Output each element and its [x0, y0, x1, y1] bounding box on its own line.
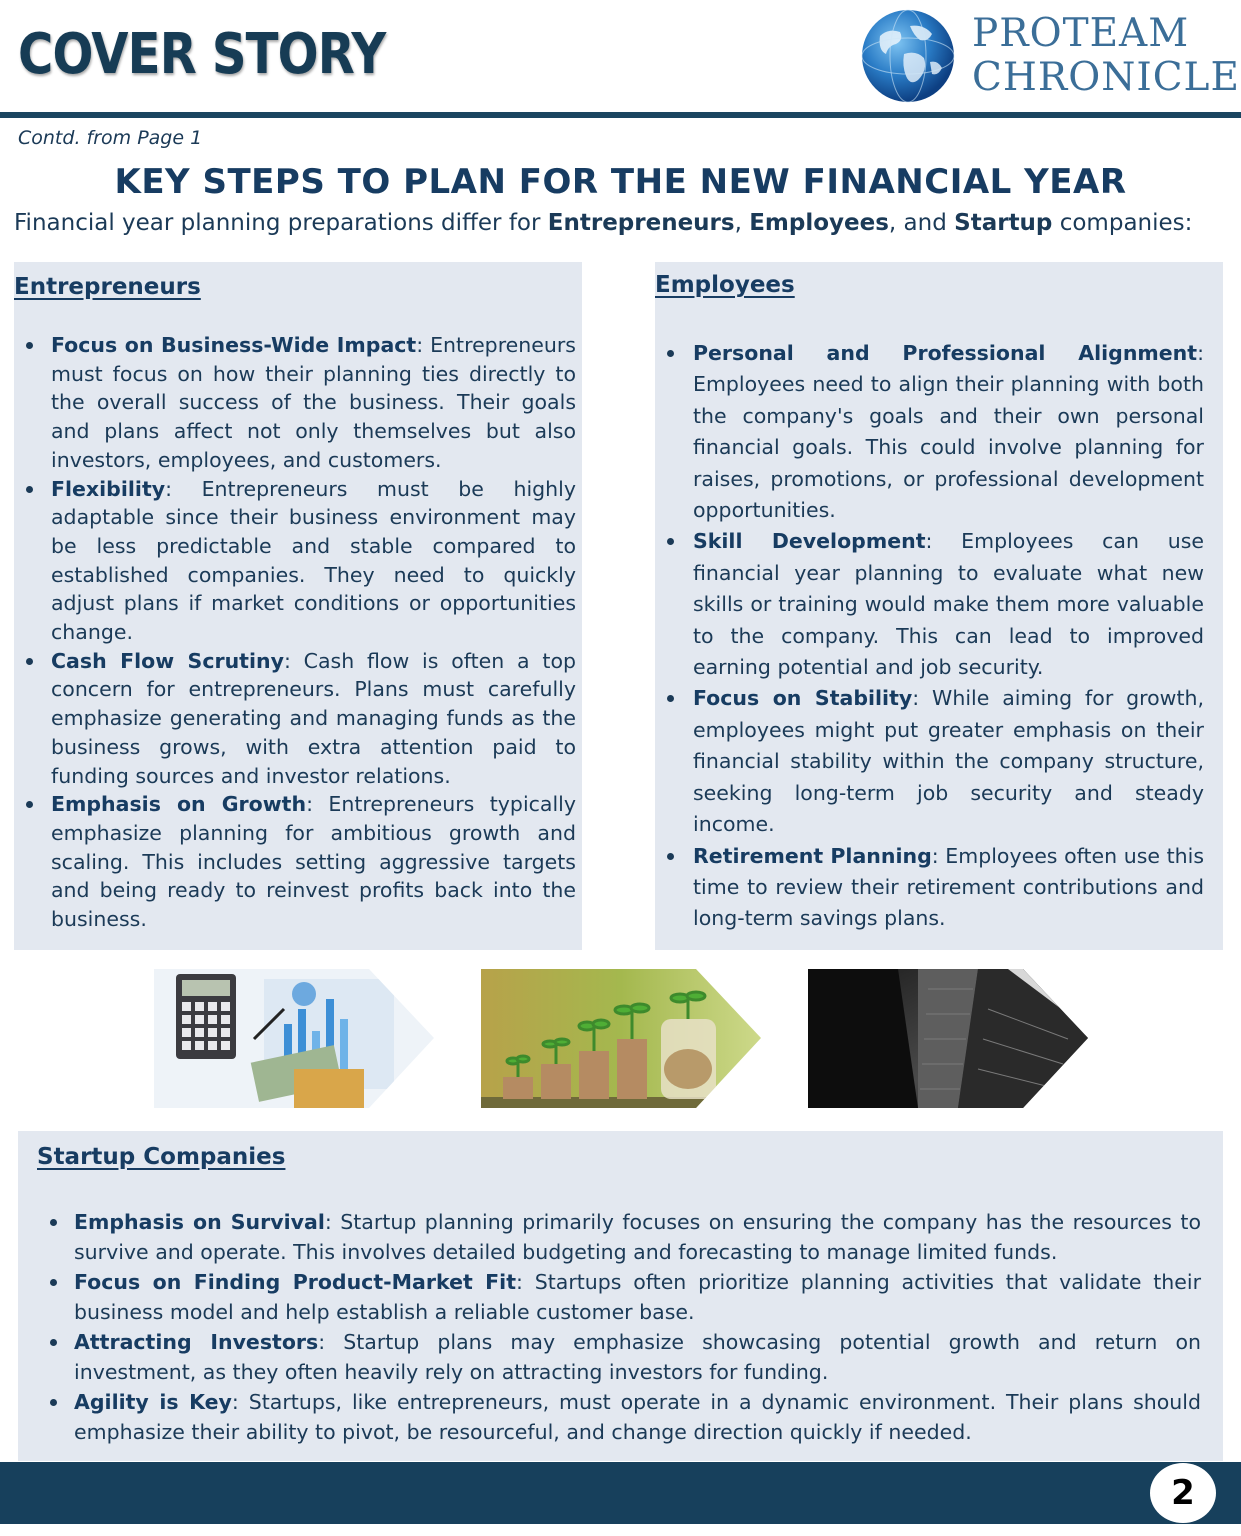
item-term: Flexibility: [51, 476, 166, 501]
item-term: Attracting Investors: [74, 1330, 319, 1354]
entrepreneurs-heading: Entrepreneurs: [14, 274, 201, 300]
entrepreneurs-list: [51, 331, 576, 934]
section-label: COVER STORY: [18, 22, 386, 87]
list-item: [693, 683, 1204, 840]
item-term: Emphasis on Survival: [74, 1210, 325, 1234]
header-divider: [0, 112, 1241, 118]
item-text: : Entrepreneurs typically emphasize planning for ambitious growth and scaling. This includes setting aggressive targets and being ready to reinvest profits back into the business.: [51, 792, 577, 932]
list-item: [74, 1267, 1201, 1327]
employees-heading: Employees: [655, 272, 795, 298]
page-number: 2: [1150, 1463, 1216, 1523]
list-item: [51, 790, 576, 934]
entrepreneurs-panel: [14, 262, 582, 950]
list-item: [693, 841, 1204, 935]
list-item: [51, 647, 576, 791]
continued-note: Contd. from Page 1: [18, 127, 203, 149]
article-subtitle: [14, 210, 1234, 236]
item-text: : Startup plans may emphasize showcasing potential growth and return on investment, as they often heavily rely on attracting investors for funding.: [74, 1330, 1201, 1384]
item-term: Emphasis on Growth: [51, 792, 307, 817]
list-item: [51, 331, 576, 475]
item-text: : Entrepreneurs must be highly adaptable since their business environment may be less predictable and stable compared to established companies. They need to quickly adjust plans if market conditions or opportunities change.: [51, 476, 576, 645]
list-item: [74, 1387, 1201, 1447]
subtitle-separator: , and: [888, 210, 955, 236]
page-footer: [0, 1462, 1241, 1524]
item-text: : Employees can use financial year planning to evaluate what new skills or training would make them more valuable to the company. This can lead to improved earning potential and job security.: [693, 529, 1205, 680]
item-term: Focus on Finding Product-Market Fit: [74, 1270, 517, 1294]
subtitle-group-startup: Startup: [954, 210, 1053, 236]
article-title: KEY STEPS TO PLAN FOR THE NEW FINANCIAL YEAR: [114, 162, 1127, 202]
item-term: Focus on Stability: [693, 686, 913, 711]
skyscraper-photo: [808, 969, 1088, 1108]
list-item: [693, 526, 1204, 683]
list-item: [74, 1207, 1201, 1267]
item-text: : Employees often use this time to review their retirement contributions and long-term savings plans.: [693, 843, 1204, 931]
brand-name: [972, 12, 1240, 100]
subtitle-outro: companies:: [1052, 210, 1193, 236]
item-term: Retirement Planning: [693, 843, 932, 868]
startups-panel: [18, 1131, 1223, 1461]
subtitle-separator: ,: [734, 210, 750, 236]
item-text: : Cash flow is often a top concern for entrepreneurs. Plans must carefully emphasize generating and managing funds as the business grows, with extra attention paid to funding sources and investor relations.: [51, 648, 576, 788]
brand-line-2: CHRONICLE: [972, 55, 1240, 100]
item-text: : Startups, like entrepreneurs, must operate in a dynamic environment. Their plans should emphasize their ability to pivot, be resourceful, and change direction quickly if needed.: [74, 1390, 1201, 1444]
startups-list: [74, 1207, 1201, 1447]
subtitle-intro: Financial year planning preparations differ for: [14, 210, 548, 236]
startups-heading: Startup Companies: [37, 1144, 286, 1170]
subtitle-group-entrepreneurs: Entrepreneurs: [547, 210, 735, 236]
subtitle-group-employees: Employees: [749, 210, 889, 236]
item-term: Focus on Business-Wide Impact: [51, 333, 417, 357]
coin-growth-photo: [481, 969, 761, 1108]
item-text: : Employees need to align their planning with both the company's goals and their own personal financial goals. This could involve planning for raises, promotions, or professional development opportunities.: [693, 341, 1204, 523]
item-term: Personal and Professional Alignment: [693, 341, 1198, 365]
item-text: : Entrepreneurs must focus on how their planning ties directly to the overall success of the business. Their goals and plans affect not only themselves but also investors, employees, and customers.: [51, 333, 576, 472]
calculator-finance-photo: [154, 969, 434, 1108]
employees-panel: [655, 262, 1223, 950]
list-item: [51, 475, 576, 647]
item-term: Agility is Key: [74, 1390, 232, 1414]
page-header: [0, 0, 1241, 112]
item-text: : Startup planning primarily focuses on ensuring the company has the resources to survive and operate. This involves detailed budgeting and forecasting to manage limited funds.: [74, 1210, 1201, 1264]
globe-icon: [858, 6, 958, 106]
list-item: [693, 338, 1204, 526]
item-text: : Startups often prioritize planning activities that validate their business model and help establish a reliable customer base.: [74, 1270, 1201, 1324]
item-term: Cash Flow Scrutiny: [51, 648, 284, 673]
brand-line-1: PROTEAM: [972, 11, 1190, 56]
employees-list: [693, 338, 1204, 935]
list-item: [74, 1327, 1201, 1387]
item-text: : While aiming for growth, employees might put greater emphasis on their financial stability within the company structure, seeking long-term job security and steady income.: [693, 686, 1204, 837]
item-term: Skill Development: [693, 529, 926, 554]
